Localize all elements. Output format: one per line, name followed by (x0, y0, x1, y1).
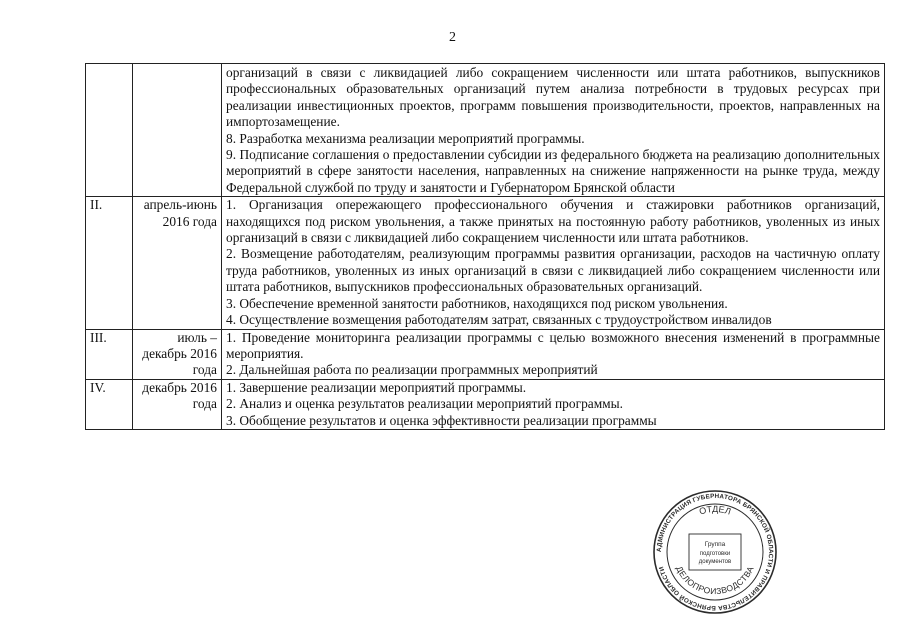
activity-item: 2. Дальнейшая работа по реализации программных мероприятий (226, 362, 598, 378)
activity-item: 8. Разработка механизма реализации мероприятий программы. (226, 130, 585, 146)
schedule-table (85, 63, 885, 430)
seal-outer-text: АДМИНИСТРАЦИЯ ГУБЕРНАТОРА БРЯНСКОЙ ОБЛАСТИ И ПРАВИТЕЛЬСТВА БРЯНСКОЙ ОБЛАСТИ (655, 492, 775, 612)
activity-item: 2. Возмещение работодателям, реализующим программы развития организации, расходов на частичную оплату труда работников, уволенных из иных организаций в связи с ликвидацией либо сокращением численности или штата работников, выпускников профессиональных образовательных организаций. (226, 246, 880, 295)
stage-activities (222, 329, 885, 379)
table-row (86, 329, 885, 379)
activity-item: 3. Обобщение результатов и оценка эффективности реализации программы (226, 412, 657, 428)
table-row (86, 379, 885, 429)
stage-number: II. (86, 197, 133, 329)
activity-item: организаций в связи с ликвидацией либо сокращением численности или штата работников, выпускников профессиональных образовательных организаций путем анализа потребности в трудовых ресурсах при реализации инвестиционных проектов, программ повышения производительности, проектов, направленных на импортозамещение. (226, 65, 880, 130)
stage-period: апрель-июнь 2016 года (133, 197, 222, 329)
seal-center-line: подготовки (699, 551, 731, 557)
page-number: 2 (449, 30, 456, 45)
activity-item: 9. Подписание соглашения о предоставлении субсидии из федерального бюджета на реализацию дополнительных мероприятий в сфере занятости населения, направленных на снижение напряженности на рынке труда, между Федеральной службой по труду и занятости и Губернатором Брянской области (226, 147, 880, 195)
seal-top-text: ОТДЕЛ (697, 503, 733, 517)
stage-number: III. (86, 329, 133, 379)
stage-period (133, 64, 222, 197)
stage-period: декабрь 2016 года (133, 379, 222, 429)
stage-activities (222, 64, 885, 197)
stage-number: IV. (86, 379, 133, 429)
activity-item: 4. Осуществление возмещения работодателям затрат, связанных с трудоустройством инвалидов (226, 312, 772, 328)
activity-item: 2. Анализ и оценка результатов реализации мероприятий программы. (226, 396, 623, 412)
table-row (86, 64, 885, 197)
stage-activities (222, 197, 885, 329)
seal-bottom-text: ДЕЛОПРОИЗВОДСТВА (674, 564, 756, 597)
seal-center-line: Группа (704, 541, 726, 548)
activity-item: 3. Обеспечение временной занятости работников, находящихся под риском увольнения. (226, 295, 728, 311)
activity-item: 1. Проведение мониторинга реализации программы с целью возможного внесения изменений в программные мероприятия. (226, 329, 880, 361)
official-seal (653, 490, 777, 614)
svg-text:ОТДЕЛ (698, 504, 732, 517)
seal-center-line: документов (698, 559, 732, 565)
stage-period: июль – декабрь 2016 года (133, 329, 222, 379)
stage-activities (222, 379, 885, 429)
stage-number (86, 64, 133, 197)
activity-item: 1. Завершение реализации мероприятий программы. (226, 379, 527, 395)
activity-item: 1. Организация опережающего профессионального обучения и стажировки работников организаций, находящихся под риском увольнения, а также принятых на постоянную работу работников, уволенных из иных организаций в связи с ликвидацией либо сокращением численности или штата работников. (226, 197, 880, 246)
table-row (86, 197, 885, 329)
svg-text:ДЕЛОПРОИЗВОДСТВА (674, 564, 756, 596)
